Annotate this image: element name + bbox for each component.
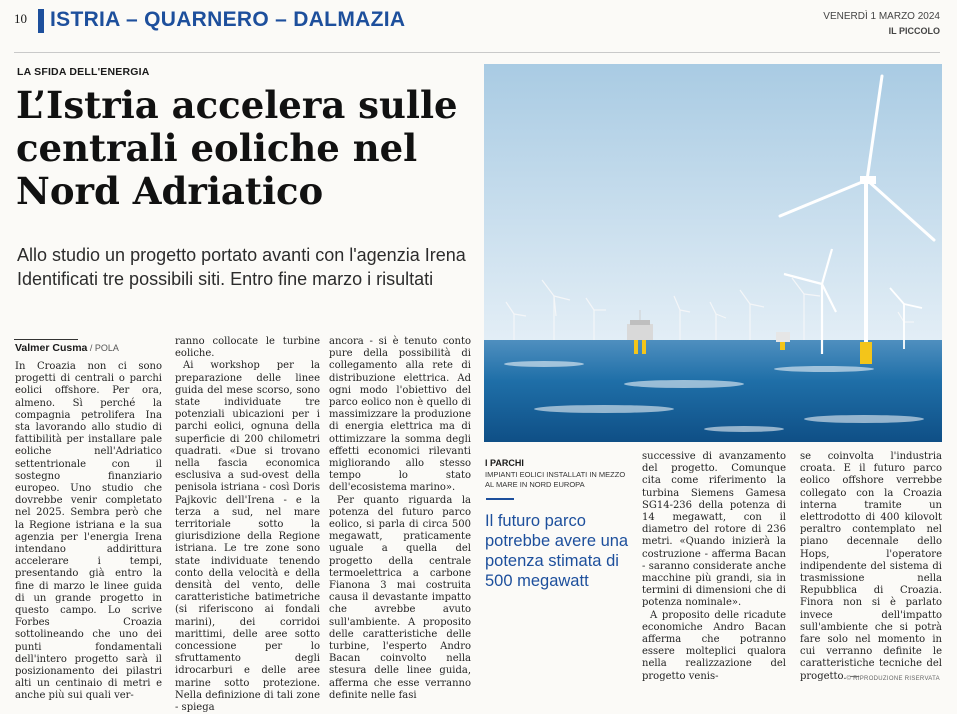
copyright-notice: © RIPRODUZIONE RISERVATA bbox=[846, 676, 940, 682]
article-paragraph: ranno collocate le turbine eoliche. bbox=[175, 336, 320, 360]
article-paragraph: A proposito delle ricadute economiche Andro Bacan afferma che potranno essere molteplici qualora nella realizzazione del progetto venis- bbox=[642, 609, 786, 682]
article-column-1 bbox=[15, 361, 162, 703]
section-title: ISTRIA – QUARNERO – DALMAZIA bbox=[50, 8, 406, 31]
pull-quote-rule bbox=[486, 498, 514, 500]
article-kicker: LA SFIDA DELL'ENERGIA bbox=[17, 66, 150, 78]
article-paragraph: successive di avanzamento del progetto. Comunque cita come riferimento la turbina Siemens Gamesa SG14-236 della potenza di 14 megawatt, con il diametro del rotore di 236 metri. «Quando inizierà la costruzione - afferma Bacan - saranno considerate anche macchine più grandi, sia in termini di dimensioni che di potenza nominale». bbox=[642, 451, 786, 609]
byline bbox=[15, 342, 119, 354]
article-column-4 bbox=[642, 451, 786, 683]
page-number: 10 bbox=[14, 11, 27, 26]
article-column-2 bbox=[175, 336, 320, 714]
section-marker bbox=[38, 9, 44, 33]
photo-caption: IMPIANTI EOLICI INSTALLATI IN MEZZO AL MARE IN NORD EUROPA bbox=[485, 470, 626, 489]
issue-date: VENERDÌ 1 MARZO 2024 bbox=[823, 11, 940, 22]
article-paragraph: Per quanto riguarda la potenza del futuro parco eolico, si parla di circa 500 megawatt, praticamente uguale a quella del progetto della centrale termoelettrica a carbone Fianona 3 mai costruita causa il devastante impatto che avrebbe avuto sull'ambiente. A proposito delle caratteristiche delle turbine, l'esperto Andro Bacan coinvolto nella stesura delle linee guida, afferma che esse verranno definite nelle fasi bbox=[329, 494, 471, 701]
author-location: / POLA bbox=[87, 343, 119, 353]
photo-caption-label: I PARCHI bbox=[485, 458, 524, 468]
article-column-3 bbox=[329, 336, 471, 702]
author-name: Valmer Cusma bbox=[15, 342, 88, 354]
newspaper-name: IL PICCOLO bbox=[888, 26, 940, 36]
article-paragraph: In Croazia non ci sono progetti di centrali o parchi eolici offshore. Per ora, almeno. Sì perché la compagnia petrolifera Ina sta lavorando allo studio di fattibilità per installare pale eoliche nell'Adriatico settentrionale con il sostegno finanziario europeo. Uno studio che dovrebbe venir completato nel 2025. Sembra però che la Regione istriana e la sua agenzia per l'energia Irena intendano addirittura accelerare i tempi, presentando già entro la fine di marzo le linee guida di un grande progetto in questo campo. Lo scrive Forbes Croazia sottolineando che uno dei punti fondamentali dell'intero progetto sarà il posizionamento dei pilastri alti un centinaio di metri e anche più sui quali ver- bbox=[15, 361, 162, 702]
article-paragraph: ancora - si è tenuto conto pure della possibilità di collegamento alla rete di distribuzione elettrica. Ad ogni modo l'obiettivo del parco eolico non è quello di massimizzare la produzione di energia elettrica ma di ottimizzare la somma degli effetti economici rilevanti migliorando allo stesso tempo lo stato dell'ecosistema marino». bbox=[329, 336, 471, 494]
article-subhead bbox=[17, 243, 487, 291]
subhead-line: Allo studio un progetto portato avanti con l'agenzia Irena bbox=[17, 245, 466, 265]
article-paragraph: se coinvolta l'industria croata. E il futuro parco eolico offshore verrebbe collegato con la Croazia interna tramite un elettrodotto di 400 kilovolt peraltro contemplato nel piano decennale dello Hops, l'operatore indipendente del sistema di trasmissione nella Repubblica di Croazia. Finora non si è parlato invece dell'impatto sull'ambiente che si potrà fare solo nel momento in cui verranno definite le caratteristiche tecniche del progetto. — bbox=[800, 451, 942, 682]
article-column-5 bbox=[800, 451, 942, 683]
byline-rule bbox=[14, 339, 78, 340]
header-divider bbox=[14, 52, 940, 53]
article-headline: L’Istria accelera sulle centrali eoliche nel Nord Adriatico bbox=[16, 83, 458, 213]
wind-farm-photo bbox=[484, 64, 942, 442]
subhead-line: Identificati tre possibili siti. Entro fine marzo i risultati bbox=[17, 269, 434, 289]
pull-quote: Il futuro parco potrebbe avere una potenza stimata di 500 megawatt bbox=[485, 512, 629, 590]
article-paragraph: Ai workshop per la preparazione delle linee guida del mese scorso, sono state individuate tre potenziali ubicazioni per i parchi eolici, ognuna della superficie di 200 chilometri quadrati. «Due si trovano nella fascia economica esclusiva a sud-ovest della penisola istriana - così Doris Pajkovic dell'Irena - e la terza a sud, nel mare territoriale sotto la giurisdizione della Regione istriana. Le tre zone sono state individuate tenendo conto della velocità e della densità del vento, delle caratteristiche batimetriche (si riferiscono ai fondali marini), dei corridoi marittimi, delle aree sotto concessione per lo sfruttamento degli idrocarburi e delle aree marine sotto protezione. Nella definizione di tali zone - spiega bbox=[175, 360, 320, 714]
